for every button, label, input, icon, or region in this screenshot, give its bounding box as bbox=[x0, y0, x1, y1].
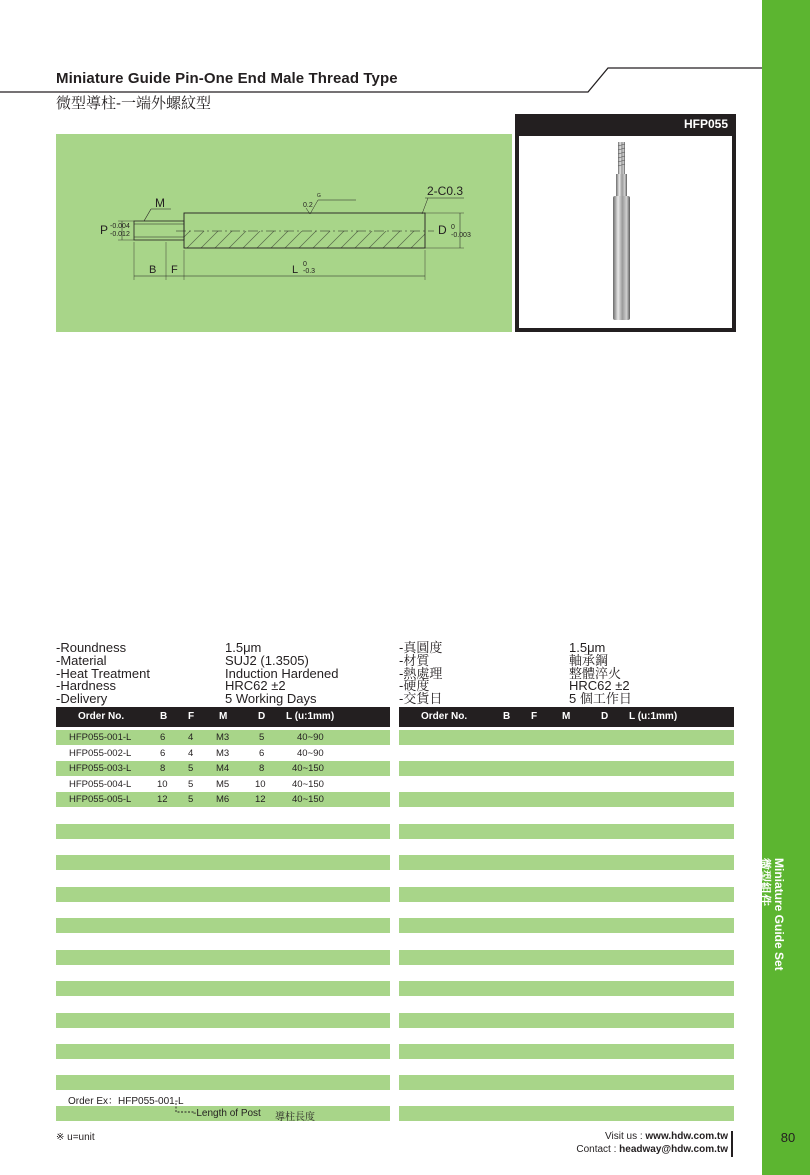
guide-pin-image bbox=[519, 136, 732, 328]
col-m: M bbox=[219, 711, 228, 722]
cell-d: 5 bbox=[259, 732, 265, 743]
cell-l: 40~150 bbox=[292, 794, 324, 805]
product-photo bbox=[519, 136, 732, 328]
cell-b: 6 bbox=[160, 748, 166, 759]
row-band bbox=[399, 824, 734, 839]
spec-value: 5 個工作日 bbox=[569, 691, 632, 707]
cell-f: 5 bbox=[188, 779, 194, 790]
cell-b: 6 bbox=[160, 732, 166, 743]
page-title-en: Miniature Guide Pin-One End Male Thread Type bbox=[56, 70, 398, 87]
spec-label: -交貨日 bbox=[399, 691, 443, 707]
spec-label: -Material bbox=[56, 652, 107, 668]
side-tab-en: Miniature Guide Set bbox=[772, 858, 786, 971]
p-tol-lower: -0.012 bbox=[110, 231, 130, 238]
row-band bbox=[56, 1044, 390, 1059]
side-tab-label bbox=[758, 858, 786, 971]
col-f: F bbox=[531, 711, 538, 722]
col-order-no: Order No. bbox=[421, 711, 468, 722]
length-note: -Length of Post bbox=[193, 1108, 261, 1119]
col-m: M bbox=[562, 711, 571, 722]
product-photo-panel bbox=[515, 114, 736, 332]
label-d: D bbox=[438, 223, 447, 237]
order-example: Order Ex：HFP055-001-L bbox=[68, 1096, 184, 1107]
technical-drawing-panel bbox=[56, 134, 512, 332]
specs-en-labels bbox=[56, 642, 150, 706]
d-tol-lower: -0.003 bbox=[451, 232, 471, 239]
row-band bbox=[56, 855, 390, 870]
cell-m: M6 bbox=[216, 794, 230, 805]
table-row bbox=[56, 761, 390, 776]
cell-order-no: HFP055-001-L bbox=[69, 732, 132, 743]
label-chamfer: 2-C0.3 bbox=[427, 184, 464, 198]
table-header-right bbox=[399, 707, 734, 727]
spec-value: 整體淬火 bbox=[569, 665, 622, 681]
label-f: F bbox=[171, 264, 178, 276]
col-d: D bbox=[601, 711, 609, 722]
col-order-no: Order No. bbox=[78, 711, 125, 722]
roughness-mark: G bbox=[317, 193, 321, 199]
cell-l: 40~150 bbox=[292, 779, 324, 790]
row-band bbox=[399, 730, 734, 745]
l-tol-lower: -0.3 bbox=[303, 268, 316, 275]
cell-order-no: HFP055-003-L bbox=[69, 763, 132, 774]
contact-block bbox=[576, 1131, 728, 1156]
row-band bbox=[399, 918, 734, 933]
row-band bbox=[56, 981, 390, 996]
row-band bbox=[399, 792, 734, 807]
cell-order-no: HFP055-002-L bbox=[69, 748, 132, 759]
row-band bbox=[399, 855, 734, 870]
row-band bbox=[56, 1075, 390, 1090]
row-band bbox=[399, 950, 734, 965]
specs-zh-labels bbox=[399, 642, 442, 706]
spec-label: -硬度 bbox=[399, 678, 430, 694]
cell-m: M4 bbox=[216, 763, 230, 774]
row-band bbox=[399, 761, 734, 776]
table-header-left bbox=[56, 707, 390, 727]
technical-drawing bbox=[56, 134, 512, 332]
spec-value: 1.5μm bbox=[569, 640, 606, 655]
cell-b: 8 bbox=[160, 763, 166, 774]
row-band bbox=[399, 981, 734, 996]
table-row bbox=[56, 777, 390, 792]
cell-d: 6 bbox=[259, 748, 265, 759]
cell-order-no: HFP055-004-L bbox=[69, 779, 132, 790]
spec-value: HRC62 ±2 bbox=[225, 678, 286, 694]
table-row bbox=[56, 746, 390, 761]
spec-value: 軸承鋼 bbox=[569, 652, 609, 668]
side-tab-zh: 微型組件 bbox=[758, 858, 772, 907]
cell-b: 10 bbox=[157, 779, 168, 790]
cell-d: 10 bbox=[255, 779, 266, 790]
spec-value: 5 Working Days bbox=[225, 691, 317, 707]
row-band bbox=[56, 824, 390, 839]
cell-l: 40~90 bbox=[297, 732, 324, 743]
row-band bbox=[399, 1106, 734, 1121]
row-band bbox=[56, 1013, 390, 1028]
label-b: B bbox=[149, 264, 157, 276]
cell-m: M3 bbox=[216, 732, 230, 743]
side-tab bbox=[762, 0, 810, 1175]
col-l: L (u:1mm) bbox=[286, 711, 335, 722]
col-l: L (u:1mm) bbox=[629, 711, 678, 722]
row-band bbox=[399, 887, 734, 902]
d-tol-upper: 0 bbox=[451, 224, 455, 231]
spec-label: -Delivery bbox=[56, 691, 108, 707]
row-band bbox=[56, 918, 390, 933]
row-band bbox=[399, 1013, 734, 1028]
cell-f: 4 bbox=[188, 748, 194, 759]
cell-f: 5 bbox=[188, 794, 194, 805]
unit-note: ※ u=unit bbox=[56, 1132, 95, 1143]
cell-m: M5 bbox=[216, 779, 230, 790]
spec-label: -Heat Treatment bbox=[56, 665, 150, 681]
l-tol-upper: 0 bbox=[303, 261, 307, 268]
spec-value: Induction Hardened bbox=[225, 665, 339, 681]
row-band bbox=[56, 950, 390, 965]
email-link[interactable]: headway@hdw.com.tw bbox=[619, 1143, 728, 1155]
cell-l: 40~90 bbox=[297, 748, 324, 759]
page-title-zh: 微型導柱-一端外螺紋型 bbox=[56, 95, 211, 112]
spec-label: -熱處理 bbox=[399, 665, 443, 681]
col-f: F bbox=[188, 711, 195, 722]
label-p: P bbox=[100, 223, 109, 237]
cell-f: 4 bbox=[188, 732, 194, 743]
label-m: M bbox=[155, 196, 165, 210]
col-b: B bbox=[503, 711, 511, 722]
spec-label: -Hardness bbox=[56, 678, 116, 694]
website-link[interactable]: www.hdw.com.tw bbox=[645, 1131, 728, 1142]
specs-zh-values bbox=[569, 642, 632, 706]
label-roughness: 0.2 bbox=[303, 202, 313, 209]
cell-d: 8 bbox=[259, 763, 265, 774]
product-code: HFP055 bbox=[683, 117, 728, 131]
row-band bbox=[399, 1075, 734, 1090]
col-b: B bbox=[160, 711, 168, 722]
spec-value: HRC62 ±2 bbox=[569, 678, 630, 694]
cell-d: 12 bbox=[255, 794, 266, 805]
length-note-zh: 導柱長度 bbox=[275, 1112, 315, 1123]
row-band bbox=[56, 887, 390, 902]
spec-label: -材質 bbox=[399, 652, 430, 668]
label-l: L bbox=[292, 264, 299, 276]
table-row bbox=[56, 730, 390, 745]
footer-divider bbox=[731, 1131, 733, 1157]
col-d: D bbox=[258, 711, 266, 722]
spec-label: -真圓度 bbox=[399, 640, 443, 655]
contact-label: Contact : bbox=[576, 1143, 617, 1155]
cell-b: 12 bbox=[157, 794, 168, 805]
cell-l: 40~150 bbox=[292, 763, 324, 774]
row-band bbox=[399, 1044, 734, 1059]
page-number: 80 bbox=[780, 1130, 796, 1145]
specs-en-values bbox=[225, 642, 338, 706]
spec-label: -Roundness bbox=[56, 640, 127, 655]
cell-f: 5 bbox=[188, 763, 194, 774]
p-tol-upper: -0.004 bbox=[110, 223, 130, 230]
spec-value: 1.5μm bbox=[225, 640, 262, 655]
spec-value: SUJ2 (1.3505) bbox=[225, 652, 309, 668]
visit-label: Visit us : bbox=[605, 1131, 643, 1142]
table-row bbox=[56, 792, 390, 807]
cell-order-no: HFP055-005-L bbox=[69, 794, 132, 805]
cell-m: M3 bbox=[216, 748, 230, 759]
